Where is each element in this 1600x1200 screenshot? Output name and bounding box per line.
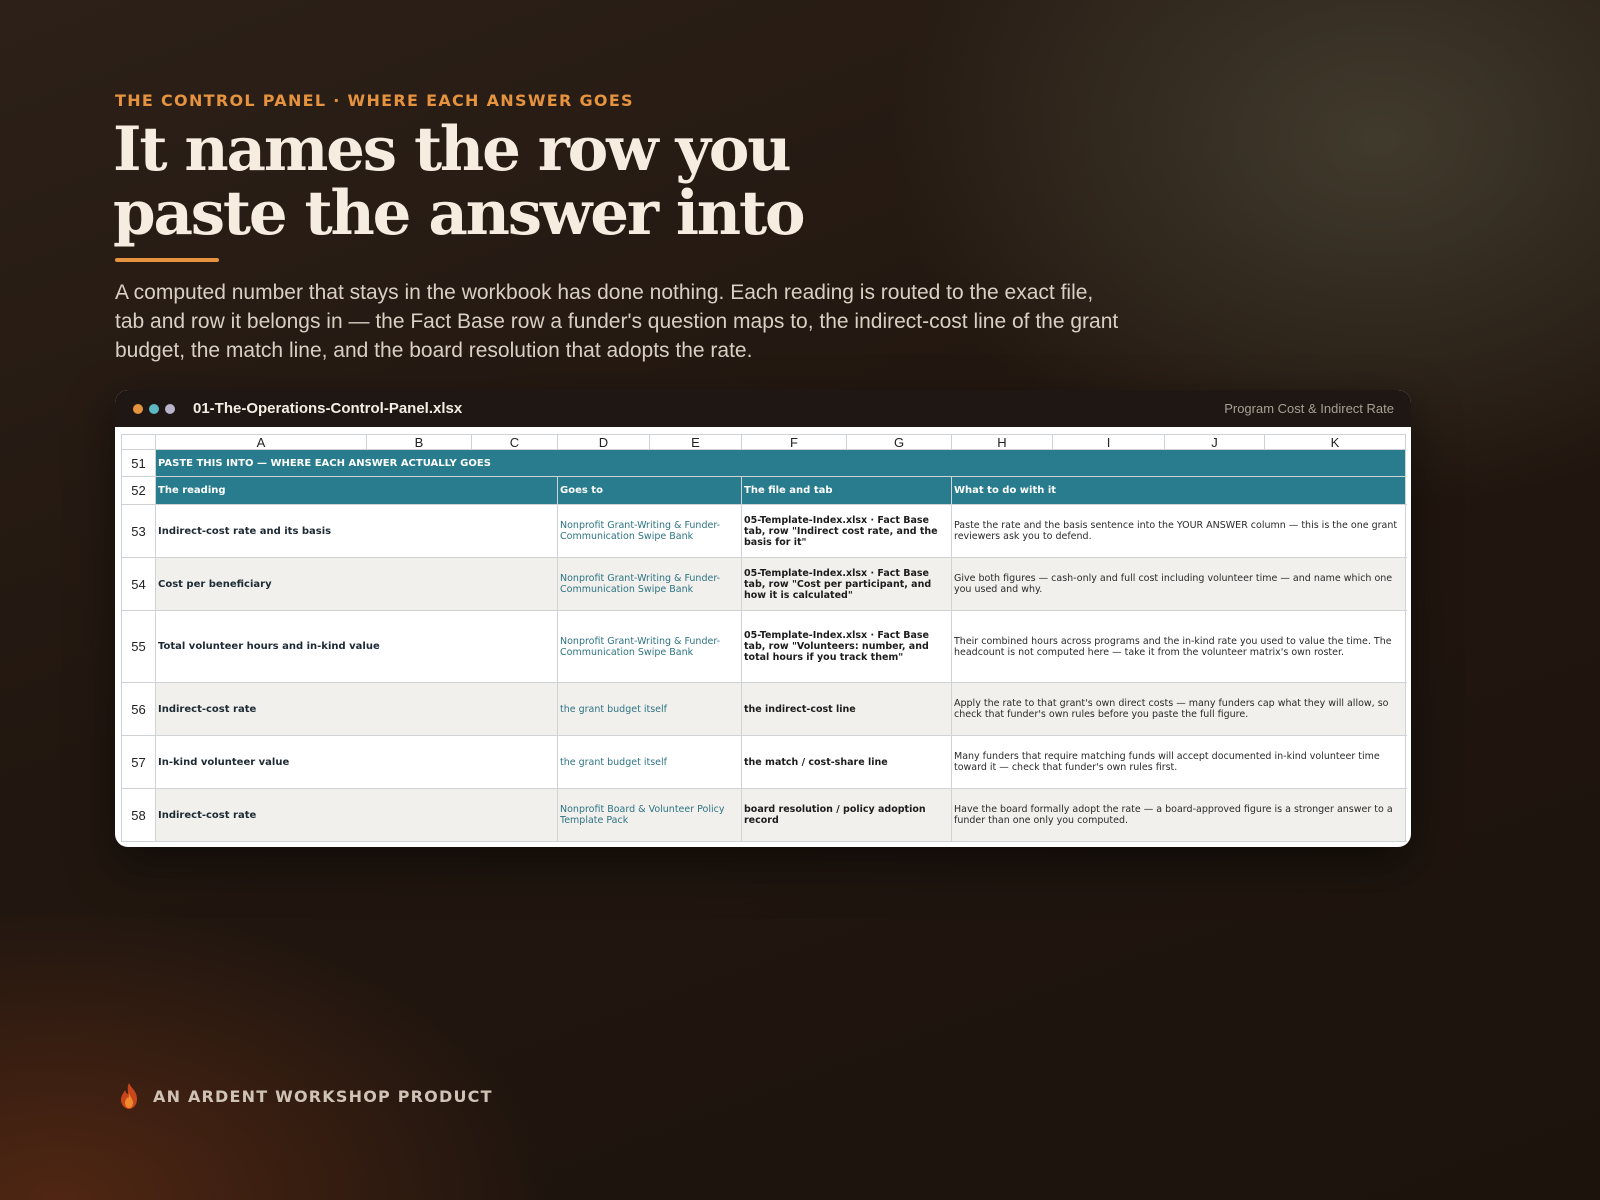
reading-cell[interactable]: Indirect-cost rate and its basis	[156, 505, 558, 558]
row-number[interactable]: 53	[122, 505, 156, 558]
reading-cell[interactable]: Total volunteer hours and in-kind value	[156, 611, 558, 683]
footer	[118, 1082, 493, 1110]
column-header[interactable]: A	[156, 435, 367, 450]
header-cell-reading[interactable]: The reading	[156, 477, 558, 505]
todo-cell[interactable]: Have the board formally adopt the rate — a board-approved figure is a stronger answer to a funder than one only you computed.	[952, 789, 1406, 842]
headline	[113, 114, 1013, 249]
table-row	[122, 683, 1406, 736]
brand-text: AN ARDENT WORKSHOP PRODUCT	[153, 1086, 493, 1106]
window-titlebar	[115, 390, 1411, 427]
row-number[interactable]: 51	[122, 450, 156, 477]
table-row	[122, 558, 1406, 611]
todo-cell[interactable]: Many funders that require matching funds will accept documented in-kind volunteer time toward it — check that funder's own rules first.	[952, 736, 1406, 789]
row-number[interactable]: 55	[122, 611, 156, 683]
table-row	[122, 789, 1406, 842]
reading-cell[interactable]: Cost per beneficiary	[156, 558, 558, 611]
eyebrow: THE CONTROL PANEL · WHERE EACH ANSWER GOES	[115, 91, 634, 110]
column-header[interactable]: H	[952, 435, 1053, 450]
banner-cell[interactable]: PASTE THIS INTO — WHERE EACH ANSWER ACTUALLY GOES	[156, 450, 1406, 477]
lede: A computed number that stays in the workbook has done nothing. Each reading is routed to the exact file, tab and row it belongs in — the Fact Base row a funder's question maps to, the indirect-cost line of the grant budget, the match line, and the board resolution that adopts the rate.	[115, 281, 1119, 362]
file-tab-cell[interactable]: board resolution / policy adoption record	[742, 789, 952, 842]
column-header-row	[122, 435, 1406, 450]
column-header[interactable]: D	[558, 435, 650, 450]
column-header[interactable]: E	[650, 435, 742, 450]
spreadsheet-table	[121, 434, 1406, 842]
sheet-grid	[115, 427, 1411, 842]
todo-cell[interactable]: Paste the rate and the basis sentence into the YOUR ANSWER column — this is the one grant reviewers ask you to defend.	[952, 505, 1406, 558]
row-number[interactable]: 56	[122, 683, 156, 736]
reading-cell[interactable]: Indirect-cost rate	[156, 683, 558, 736]
column-header[interactable]: C	[472, 435, 558, 450]
header-cell-goes-to[interactable]: Goes to	[558, 477, 742, 505]
table-row	[122, 736, 1406, 789]
column-header[interactable]: J	[1165, 435, 1265, 450]
goes-to-cell[interactable]: Nonprofit Board & Volunteer Policy Template Pack	[558, 789, 742, 842]
column-header[interactable]: G	[847, 435, 952, 450]
reading-cell[interactable]: In-kind volunteer value	[156, 736, 558, 789]
goes-to-cell[interactable]: the grant budget itself	[558, 736, 742, 789]
window-dot-teal[interactable]	[149, 404, 159, 414]
header-cell-file-tab[interactable]: The file and tab	[742, 477, 952, 505]
window-dot-orange[interactable]	[133, 404, 143, 414]
header-row	[122, 477, 1406, 505]
column-header[interactable]: I	[1053, 435, 1165, 450]
file-tab-cell[interactable]: the match / cost-share line	[742, 736, 952, 789]
goes-to-cell[interactable]: Nonprofit Grant-Writing & Funder-Communication Swipe Bank	[558, 558, 742, 611]
column-header[interactable]: B	[367, 435, 472, 450]
goes-to-cell[interactable]: the grant budget itself	[558, 683, 742, 736]
table-row	[122, 505, 1406, 558]
sheet-tab-label[interactable]: Program Cost & Indirect Rate	[1224, 401, 1394, 416]
goes-to-cell[interactable]: Nonprofit Grant-Writing & Funder-Communication Swipe Bank	[558, 611, 742, 683]
file-tab-cell[interactable]: 05-Template-Index.xlsx · Fact Base tab, row "Cost per participant, and how it is calculated"	[742, 558, 952, 611]
row-number[interactable]: 58	[122, 789, 156, 842]
flame-icon	[118, 1082, 140, 1110]
column-header[interactable]: K	[1265, 435, 1406, 450]
reading-cell[interactable]: Indirect-cost rate	[156, 789, 558, 842]
goes-to-cell[interactable]: Nonprofit Grant-Writing & Funder-Communication Swipe Bank	[558, 505, 742, 558]
file-tab-cell[interactable]: 05-Template-Index.xlsx · Fact Base tab, row "Volunteers: number, and total hours if you track them"	[742, 611, 952, 683]
header-cell-todo[interactable]: What to do with it	[952, 477, 1406, 505]
todo-cell[interactable]: Give both figures — cash-only and full cost including volunteer time — and name which one you used and why.	[952, 558, 1406, 611]
headline-line-2: paste the answer into	[113, 178, 804, 249]
banner-row	[122, 450, 1406, 477]
headline-line-1: It names the row you	[113, 114, 790, 185]
column-header[interactable]: F	[742, 435, 847, 450]
corner-cell[interactable]	[122, 435, 156, 450]
spreadsheet-window	[115, 390, 1411, 847]
file-tab-cell[interactable]: 05-Template-Index.xlsx · Fact Base tab, row "Indirect cost rate, and the basis for it"	[742, 505, 952, 558]
file-name: 01-The-Operations-Control-Panel.xlsx	[193, 400, 463, 417]
row-number[interactable]: 52	[122, 477, 156, 505]
row-number[interactable]: 57	[122, 736, 156, 789]
accent-rule	[115, 258, 219, 262]
todo-cell[interactable]: Their combined hours across programs and the in-kind rate you used to value the time. The headcount is not computed here — take it from the volunteer matrix's own roster.	[952, 611, 1406, 683]
row-number[interactable]: 54	[122, 558, 156, 611]
table-row	[122, 611, 1406, 683]
todo-cell[interactable]: Apply the rate to that grant's own direct costs — many funders cap what they will allow, so check that funder's own rules before you paste the full figure.	[952, 683, 1406, 736]
window-dot-lavender[interactable]	[165, 404, 175, 414]
file-tab-cell[interactable]: the indirect-cost line	[742, 683, 952, 736]
